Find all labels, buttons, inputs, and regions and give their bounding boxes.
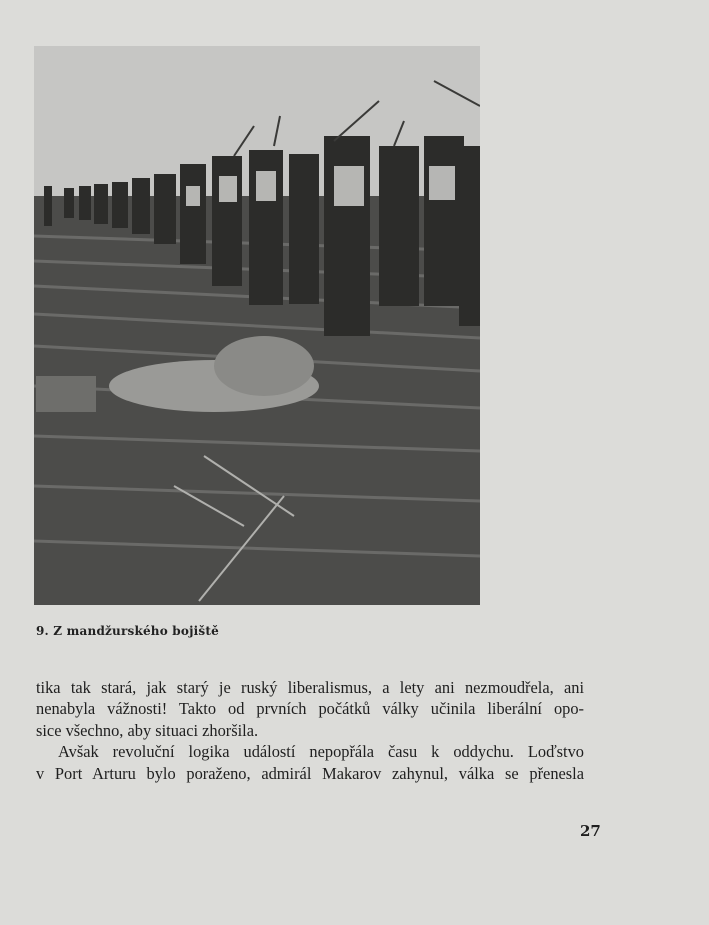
page-number: 27 xyxy=(580,822,601,840)
body-paragraphs xyxy=(36,677,584,784)
text-line: tika tak stará, jak starý je ruský liberalismus, a lety ani nezmoudřela, ani xyxy=(36,678,584,697)
figure-caption: 9. Z mandžurského bojiště xyxy=(36,624,219,638)
war-photograph xyxy=(34,46,480,605)
text-line: Avšak revoluční logika událostí nepopřála času k oddychu. Loďstvo xyxy=(58,742,584,762)
photo-illustration xyxy=(34,46,480,605)
text-line: nenabyla vážnosti! Takto od prvních počátků války učinila liberální opo- xyxy=(36,699,584,719)
text-line: sice všechno, aby situaci zhoršila. xyxy=(36,720,259,740)
text-line: v Port Arturu bylo poraženo, admirál Makarov zahynul, válka se přenesla xyxy=(36,763,584,783)
